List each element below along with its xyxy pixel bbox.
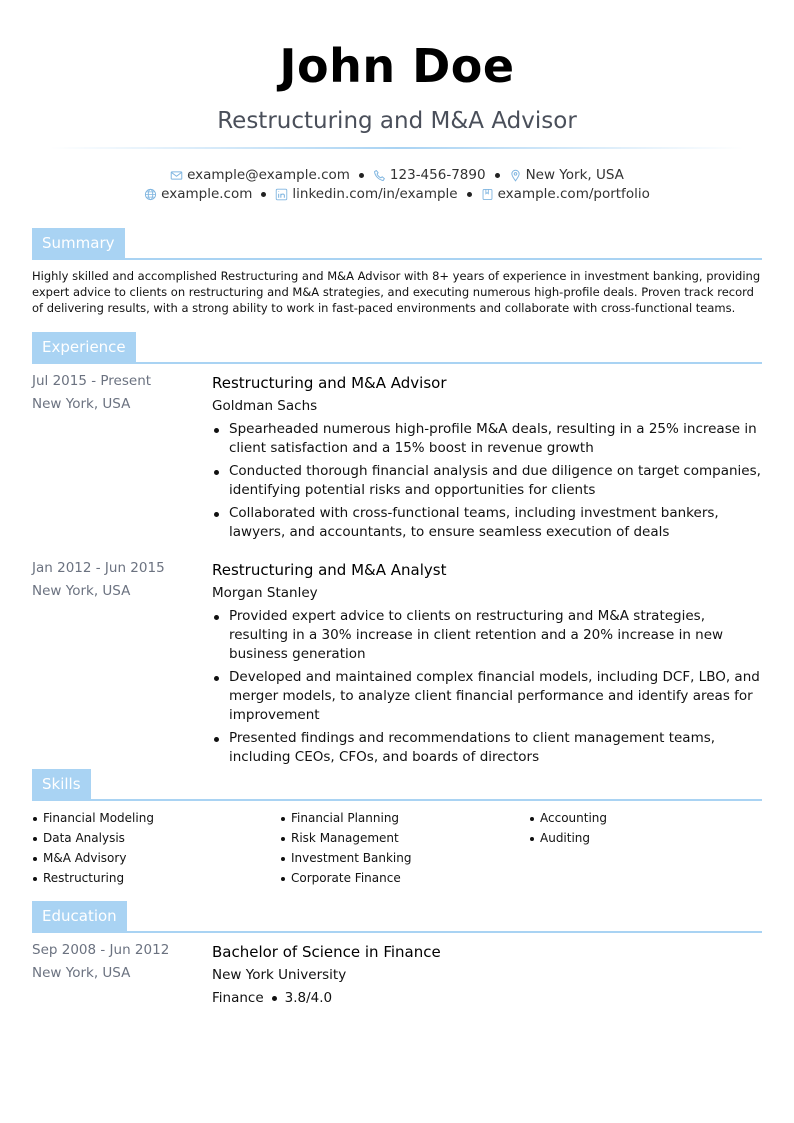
skill-item: Auditing xyxy=(529,828,769,848)
contact-website[interactable] xyxy=(144,185,252,203)
skill-item: Corporate Finance xyxy=(280,868,520,888)
phone-icon xyxy=(373,169,386,182)
skills-column-1 xyxy=(32,808,272,888)
education-section-header xyxy=(32,901,762,933)
education-location: New York, USA xyxy=(32,965,131,981)
contact-portfolio[interactable] xyxy=(481,185,650,203)
bookmark-icon xyxy=(481,188,494,201)
skill-item: Financial Modeling xyxy=(32,808,272,828)
list-item: Spearheaded numerous high-profile M&A deals, resulting in a 25% increase in client satisfaction and a 15% boost in revenue growth xyxy=(212,420,764,458)
contact-linkedin-text: linkedin.com/in/example xyxy=(292,186,458,202)
experience-1-company: Goldman Sachs xyxy=(212,398,318,414)
experience-2-role: Restructuring and M&A Analyst xyxy=(212,561,447,579)
skill-item: Risk Management xyxy=(280,828,520,848)
education-school: New York University xyxy=(212,967,347,983)
list-item: Developed and maintained complex financial models, including DCF, LBO, and merger models, to analyze client financial performance and identify areas for improvement xyxy=(212,668,764,725)
experience-2 xyxy=(212,558,764,771)
contact-location-text: New York, USA xyxy=(525,167,624,183)
experience-2-bullets xyxy=(212,607,764,767)
experience-1-meta xyxy=(32,370,202,416)
globe-icon xyxy=(144,188,157,201)
experience-1 xyxy=(212,371,764,546)
experience-section-header xyxy=(32,332,762,364)
skill-item: Data Analysis xyxy=(32,828,272,848)
experience-2-dates: Jan 2012 - Jun 2015 xyxy=(32,560,165,576)
experience-2-location: New York, USA xyxy=(32,583,131,599)
contact-row-1 xyxy=(0,166,794,184)
separator-dot xyxy=(359,173,364,178)
skill-item: Restructuring xyxy=(32,868,272,888)
mail-icon xyxy=(170,169,183,182)
summary-heading: Summary xyxy=(32,228,125,258)
experience-1-role: Restructuring and M&A Advisor xyxy=(212,374,447,392)
separator-dot xyxy=(467,192,472,197)
education-gpa: 3.8/4.0 xyxy=(284,990,333,1006)
experience-heading: Experience xyxy=(32,332,136,362)
education-dates: Sep 2008 - Jun 2012 xyxy=(32,942,170,958)
title-divider xyxy=(50,147,744,149)
education-details xyxy=(212,987,764,1010)
separator-dot xyxy=(261,192,266,197)
experience-2-company: Morgan Stanley xyxy=(212,585,318,601)
contact-portfolio-text: example.com/portfolio xyxy=(497,186,650,202)
candidate-title: Restructuring and M&A Advisor xyxy=(217,108,577,134)
skills-section-header xyxy=(32,769,762,801)
list-item: Collaborated with cross-functional teams, including investment bankers, lawyers, and accountants, to ensure seamless execution of deals xyxy=(212,504,764,542)
contact-phone[interactable] xyxy=(373,166,486,184)
linkedin-icon xyxy=(275,188,288,201)
skill-item: Financial Planning xyxy=(280,808,520,828)
education-meta xyxy=(32,939,202,985)
experience-1-dates: Jul 2015 - Present xyxy=(32,373,152,389)
experience-1-bullets xyxy=(212,420,764,542)
candidate-name: John Doe xyxy=(279,39,515,93)
separator-dot xyxy=(272,996,277,1001)
contact-row-2 xyxy=(0,185,794,203)
contact-email[interactable] xyxy=(170,166,350,184)
summary-section-header xyxy=(32,228,762,260)
contact-location xyxy=(509,166,624,184)
skill-item: Investment Banking xyxy=(280,848,520,868)
skills-column-3 xyxy=(529,808,769,848)
separator-dot xyxy=(495,173,500,178)
contact-linkedin[interactable] xyxy=(275,185,457,203)
list-item: Presented findings and recommendations to client management teams, including CEOs, CFOs, and boards of directors xyxy=(212,729,764,767)
education-heading: Education xyxy=(32,901,127,931)
skills-heading: Skills xyxy=(32,769,91,799)
education-field: Finance xyxy=(212,990,264,1006)
education-degree: Bachelor of Science in Finance xyxy=(212,943,441,961)
contact-email-text: example@example.com xyxy=(187,167,350,183)
contact-phone-text: 123-456-7890 xyxy=(389,167,486,183)
list-item: Provided expert advice to clients on restructuring and M&A strategies, resulting in a 30% increase in client retention and a 20% increase in new business generation xyxy=(212,607,764,664)
skills-column-2 xyxy=(280,808,520,888)
map-pin-icon xyxy=(509,169,522,182)
skill-item: Accounting xyxy=(529,808,769,828)
list-item: Conducted thorough financial analysis and due diligence on target companies, identifying potential risks and opportunities for clients xyxy=(212,462,764,500)
contact-website-text: example.com xyxy=(161,186,253,202)
experience-2-meta xyxy=(32,557,202,603)
experience-1-location: New York, USA xyxy=(32,396,131,412)
education-entry xyxy=(212,940,764,1010)
skill-item: M&A Advisory xyxy=(32,848,272,868)
summary-text: Highly skilled and accomplished Restructuring and M&A Advisor with 8+ years of experience in investment banking, providing expert advice to clients on restructuring and M&A strategies, and executing numerous high-profile deals. Proven track record of delivering results, with a strong ability to work in fast-paced environments and collaborate with cross-functional teams. xyxy=(32,269,761,315)
